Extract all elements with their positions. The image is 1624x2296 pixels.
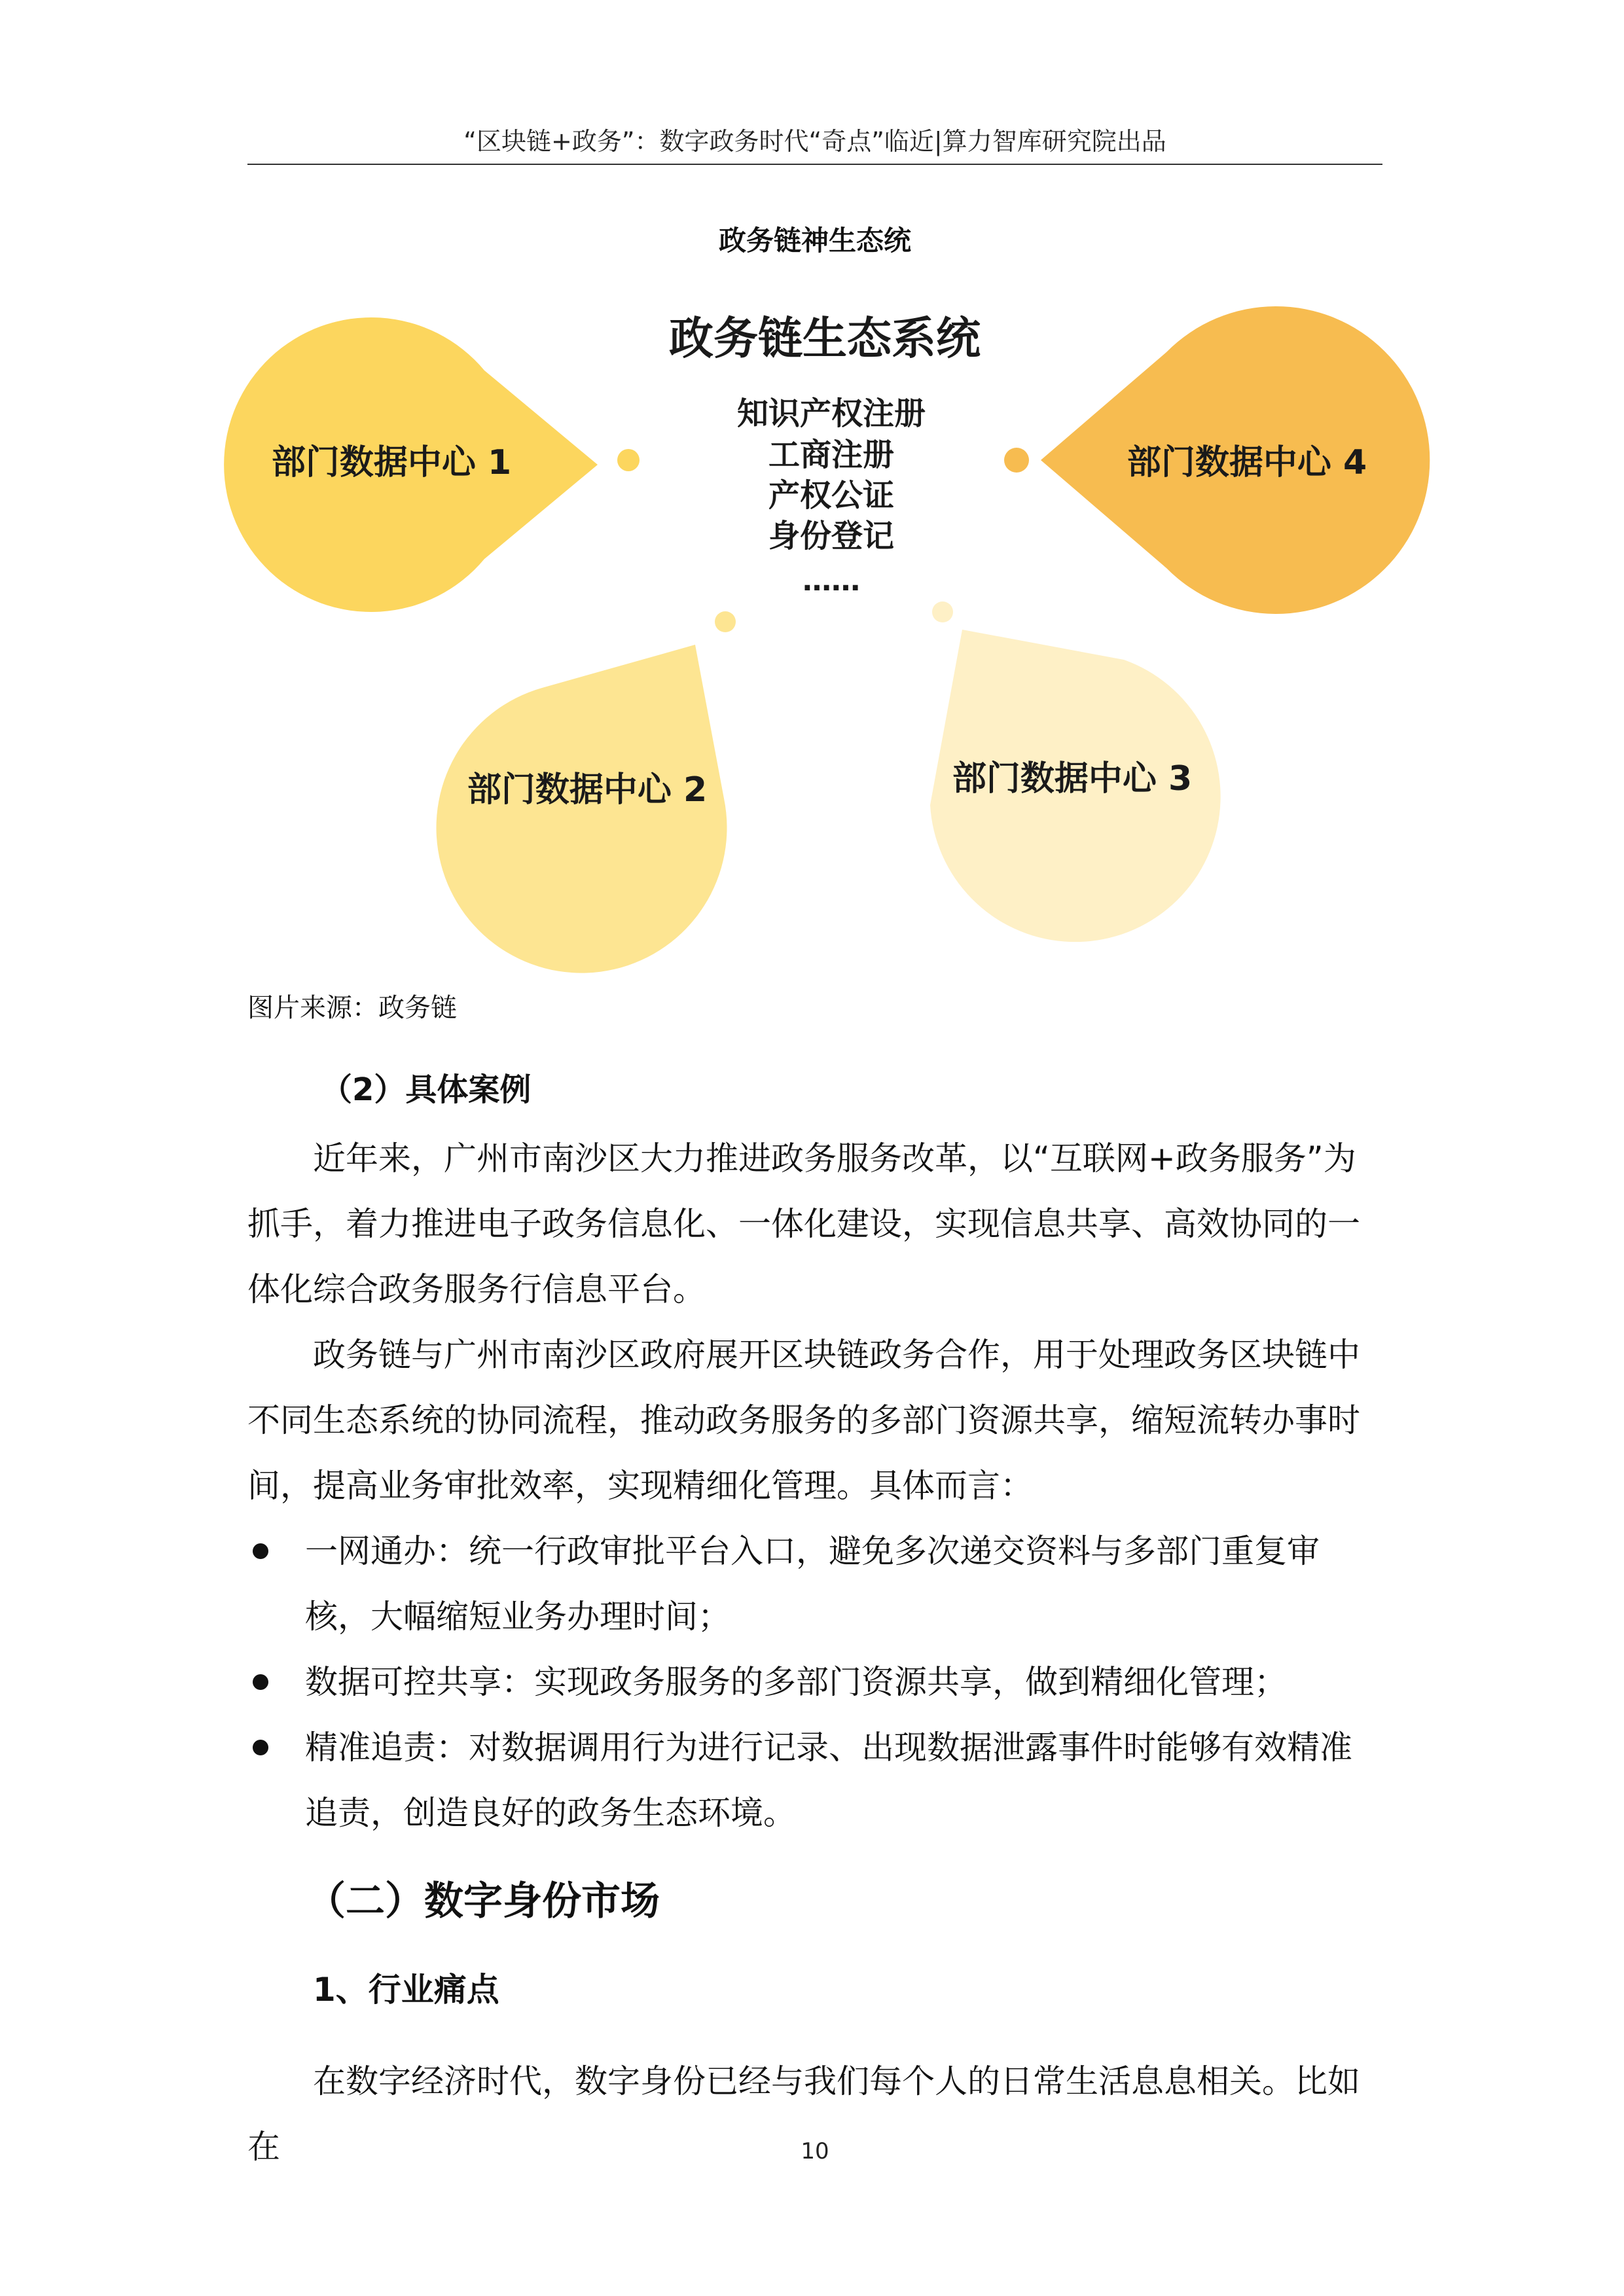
diagram-title: 政务链生态系统 (668, 313, 981, 365)
center-item: 身份登记 (768, 518, 895, 554)
bullet-icon (253, 1740, 268, 1755)
section-title: （二）数字身份市场 (306, 1878, 660, 1924)
node-1-label: 部门数据中心 1 (271, 443, 512, 482)
list-item (247, 1715, 1382, 1846)
list-item (247, 1518, 1382, 1649)
page-header: “区块链+政务”：数字政务时代“奇点”临近|算力智库研究院出品 (463, 127, 1166, 156)
bullet-icon (253, 1674, 268, 1690)
case-subheading: （2）具体案例 (321, 1071, 532, 1108)
center-item: 知识产权注册 (736, 395, 926, 432)
node-2-label: 部门数据中心 2 (467, 770, 708, 810)
ecosystem-diagram (0, 288, 1624, 975)
paragraph-1: 近年来，广州市南沙区大力推进政务服务改革，以“互联网+政务服务”为抓手，着力推进电子政务信息化、一体化建设，实现信息共享、高效协同的一体化综合政务服务行信息平台。 (247, 1139, 1360, 1308)
bullet-text: 数据可控共享：实现政务服务的多部门资源共享，做到精细化管理； (305, 1663, 1287, 1701)
subsection-title: 1、行业痛点 (313, 1971, 499, 2009)
paragraph-2: 政务链与广州市南沙区政府展开区块链政务合作，用于处理政务区块链中不同生态系统的协同流程，推动政务服务的多部门资源共享，缩短流转办事时间，提高业务审批效率，实现精细化管理。具体而言： (247, 1336, 1360, 1505)
bullet-text: 精准追责：对数据调用行为进行记录、出现数据泄露事件时能够有效精准追责，创造良好的政务生态环境。 (305, 1729, 1352, 1832)
connector-dot-3 (932, 601, 953, 622)
connector-dot-1 (617, 449, 640, 471)
list-item (247, 1649, 1382, 1715)
node-4-label: 部门数据中心 4 (1127, 443, 1367, 482)
paragraph-3: 在数字经济时代，数字身份已经与我们每个人的日常生活息息相关。比如在 (247, 2062, 1360, 2166)
header-rule (247, 164, 1382, 165)
center-item: 工商注册 (768, 437, 895, 473)
bullet-icon (253, 1543, 268, 1559)
figure-caption: 政务链神生态统 (718, 224, 911, 257)
connector-dot-2 (715, 611, 736, 632)
connector-dot-4 (1004, 448, 1029, 473)
node-3-label: 部门数据中心 3 (952, 759, 1193, 798)
bullet-text: 一网通办：统一行政审批平台入口，避免多次递交资料与多部门重复审核，大幅缩短业务办理时间； (305, 1532, 1320, 1636)
center-item: …… (803, 564, 860, 598)
page-number: 10 (801, 2138, 829, 2164)
figure-source: 图片来源：政务链 (247, 993, 457, 1023)
bullet-list (247, 1518, 1382, 1846)
center-item: 产权公证 (768, 477, 895, 514)
